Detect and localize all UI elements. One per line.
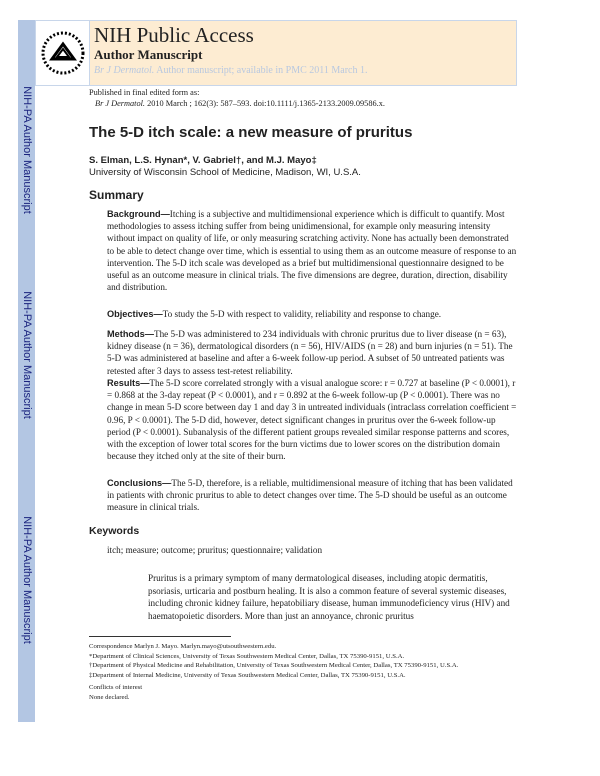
nih-seal-icon xyxy=(40,30,86,76)
methods-label: Methods— xyxy=(107,329,154,339)
background-paragraph xyxy=(107,208,517,293)
objectives-label: Objectives— xyxy=(107,309,163,319)
header-availability xyxy=(94,63,516,79)
results-label: Results— xyxy=(107,378,150,388)
published-label: Published in final edited form as: xyxy=(89,88,200,97)
side-label-text: NIH-PA Author Manuscript xyxy=(20,86,33,214)
citation-text[interactable]: 2010 March ; 162(3): 587–593. doi:10.1111/j.1365-2133.2009.09586.x. xyxy=(147,99,385,108)
authors: S. Elman, L.S. Hynan*, V. Gabriel†, and M.J. Mayo‡ xyxy=(89,155,317,166)
conclusions-paragraph xyxy=(107,477,517,514)
availability-text: Author manuscript; available in PMC 2011 March 1. xyxy=(156,65,368,76)
author-block xyxy=(89,155,361,179)
side-label xyxy=(18,480,35,680)
keywords-heading: Keywords xyxy=(89,525,140,537)
side-label xyxy=(18,255,35,455)
footnote: †Department of Physical Medicine and Rehabilitation, University of Texas Southwestern Medical Center, Dallas, TX 75390-9151, U.S.A. xyxy=(89,662,459,670)
footnote: ‡Department of Internal Medicine, University of Texas Southwestern Medical Center, Dallas, TX 75390-9151, U.S.A. xyxy=(89,671,406,679)
side-label-text: NIH-PA Author Manuscript xyxy=(20,291,33,419)
nih-header xyxy=(35,20,517,86)
background-text: Itching is a subjective and multidimensional experience which is difficult to quantify. Most methodologies to assess itching suffer from being unidimensional, for example only measuring intensity without impact on quality of life, or only measuring scratching activity. None has actually been demonstrated to be able to detect change over time, which is essential to using them as an outcome measure of response to an intervention. The 5-D itch scale was developed as a brief but multidimensional questionnaire designed to be useful as an outcome measure in clinical trials. The five dimensions are degree, duration, direction, disability and distribution. xyxy=(107,209,517,293)
conflicts-text: None declared. xyxy=(89,693,130,701)
footnote: *Department of Clinical Sciences, University of Texas Southwestern Medical Center, Dallas, TX 75390-9151, U.S.A. xyxy=(89,652,405,660)
footnote-correspondence: Correspondence Marlyn J. Mayo. Marlyn.mayo@utsouthwestern.edu. xyxy=(89,643,277,650)
footnote-divider xyxy=(89,636,231,637)
side-label xyxy=(18,50,35,250)
methods-paragraph xyxy=(107,328,517,377)
published-info xyxy=(89,87,385,109)
side-label-text: NIH-PA Author Manuscript xyxy=(20,516,33,644)
footnotes xyxy=(89,642,509,703)
results-text: The 5-D score correlated strongly with a visual analogue score: r = 0.727 at baseline (P < 0.0001), r = 0.868 at the 3-day repeat (P < 0.0001), and r = 0.892 at the 6-week follow-up (P < 0.0001). There was no change in mean 5-D score between day 1 and day 3 in untreated individuals (intraclass correlation coefficient = 0.96, P < 0.0001). The 5-D did, however, detect significant changes in pruritus over the 6-week follow-up period (P < 0.0001). Subanalysis of the different patient groups revealed similar response patterns and scores, with the exception of lower total scores for the burn victims due to lower scores on the distribution domain because they itched only at the site of their burn. xyxy=(107,378,517,462)
journal-name: Br J Dermatol. xyxy=(94,65,155,76)
methods-text: The 5-D was administered to 234 individuals with chronic pruritus due to liver disease (n = 63), kidney disease (n = 36), dermatological disorders (n = 56), HIV/AIDS (n = 28) and burn injuries (n = 51). The 5-D was administered at baseline and after a 6-week follow-up period. A subset of 50 untreated patients was retested after 3 days to assess test-retest reliability. xyxy=(107,329,513,376)
header-subtitle: Author Manuscript xyxy=(94,47,203,62)
conclusions-label: Conclusions— xyxy=(107,478,172,488)
affiliation: University of Wisconsin School of Medicine, Madison, WI, U.S.A. xyxy=(89,167,361,178)
side-banner xyxy=(18,20,35,722)
objectives-text: To study the 5-D with respect to validity, reliability and response to change. xyxy=(162,309,442,319)
results-paragraph xyxy=(107,377,517,462)
header-text-box xyxy=(90,21,516,85)
article-title: The 5-D itch scale: a new measure of pruritus xyxy=(89,124,413,141)
keywords: itch; measure; outcome; pruritus; questionnaire; validation xyxy=(107,545,323,555)
background-label: Background— xyxy=(107,209,170,219)
citation xyxy=(89,98,385,109)
intro-paragraph: Pruritus is a primary symptom of many dermatological diseases, including atopic dermatitis, psoriasis, urticaria and postburn healing. It is also a common feature of several systemic diseases, including chronic kidney failure, hepatobiliary disease, human immunodeficiency virus (HIV) and haematopoietic disorders. More than just an annoyance, chronic pruritus xyxy=(148,573,510,621)
nih-logo xyxy=(36,21,90,85)
objectives-paragraph xyxy=(107,308,517,320)
conflicts-heading: Conflicts of interest xyxy=(89,684,143,692)
summary-heading: Summary xyxy=(89,188,144,202)
header-title: NIH Public Access xyxy=(94,23,254,47)
conclusions-text: The 5-D, therefore, is a reliable, multidimensional measure of itching that has been validated in patients with chronic pruritus to able to detect changes over time. The 5-D should be useful as an outcome measure in clinical trials. xyxy=(107,478,513,513)
citation-journal: Br J Dermatol. xyxy=(95,99,146,108)
